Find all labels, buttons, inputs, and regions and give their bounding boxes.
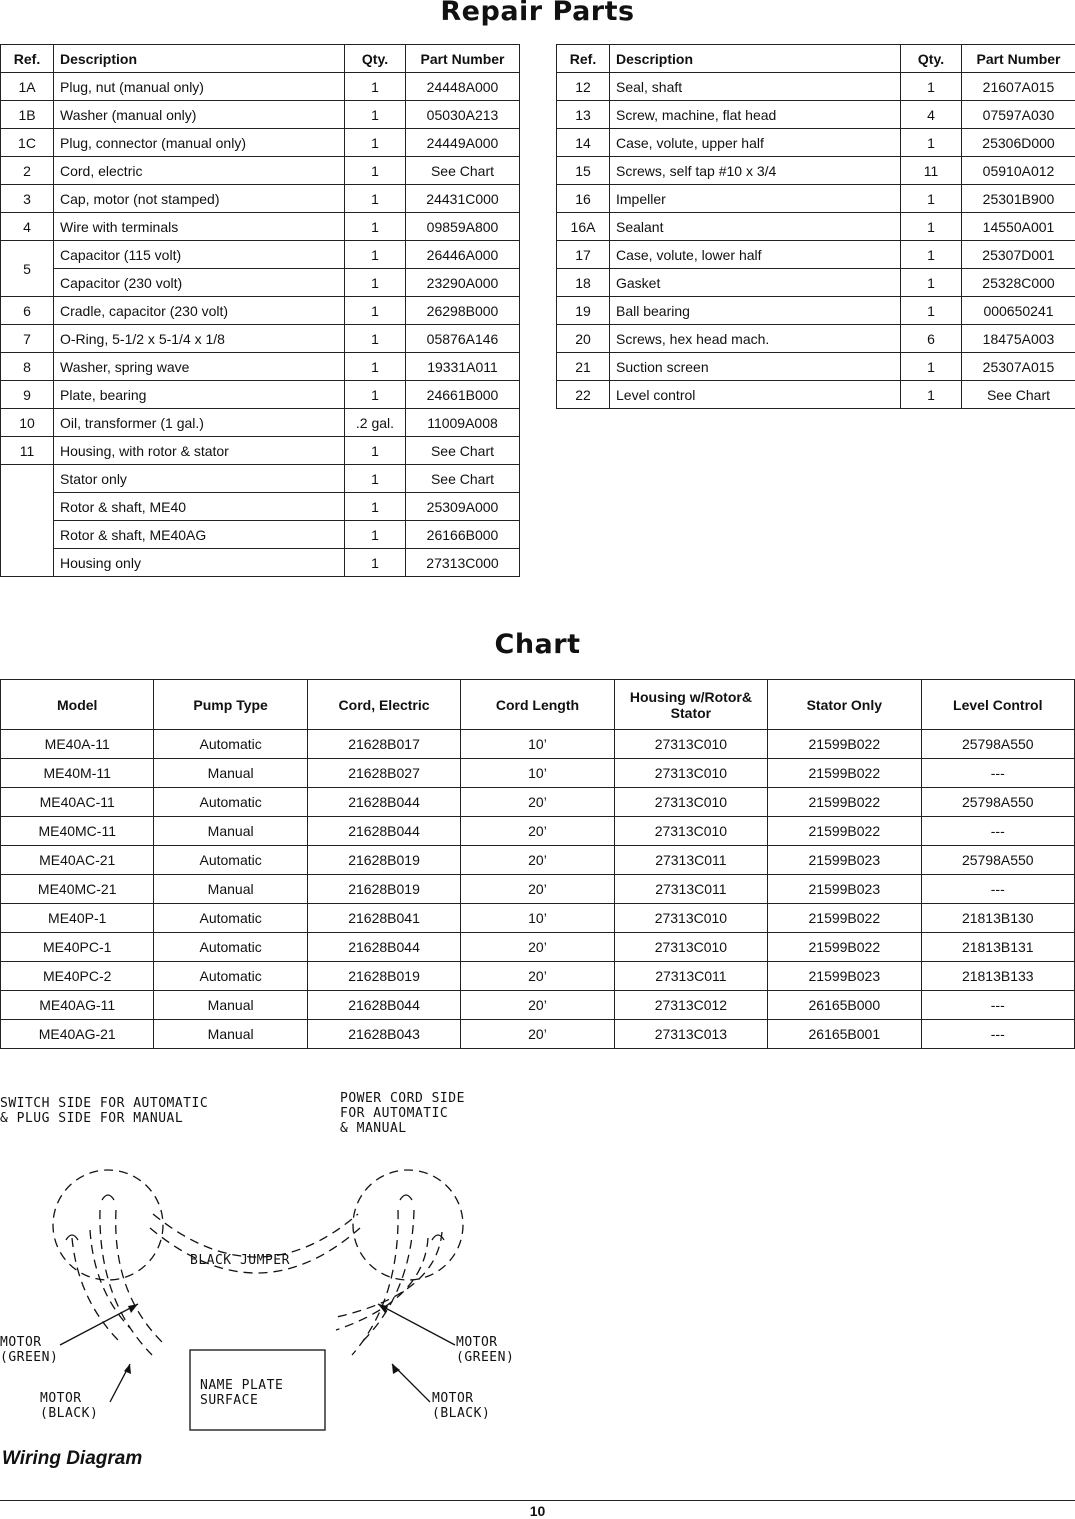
ref-cell: 11 [1,437,54,465]
footer-divider [0,1500,1075,1501]
part-number-cell: 05910A012 [962,157,1075,185]
qty-cell: 1 [345,73,406,101]
table-row [557,325,1075,353]
part-number-cell: 26166B000 [406,521,520,549]
part-number-cell: 18475A003 [962,325,1075,353]
switch-side-terminal-outline [53,1170,163,1280]
power-side-label: POWER CORD SIDE FOR AUTOMATIC & MANUAL [340,1091,465,1136]
description-header: Description [54,45,345,73]
qty-cell: 1 [345,129,406,157]
model-cell: ME40AG-11 [1,991,154,1020]
model-cell: ME40PC-2 [1,962,154,991]
pump-type-cell: Automatic [154,962,307,991]
qty-header: Qty. [901,45,962,73]
left-parts-table [0,44,520,577]
motor-black-left-label: MOTOR (BLACK) [40,1391,99,1421]
table-row [557,213,1075,241]
qty-cell: 1 [345,325,406,353]
qty-cell: 1 [345,241,406,269]
ref-cell: 16A [557,213,610,241]
description-cell: Rotor & shaft, ME40 [54,493,345,521]
ref-cell: 3 [1,185,54,213]
part-number-cell: See Chart [406,437,520,465]
stator-cell: 21599B023 [768,846,921,875]
pump-type-cell: Automatic [154,846,307,875]
pump-type-cell: Automatic [154,904,307,933]
part-number-cell: See Chart [406,157,520,185]
qty-cell: 1 [901,73,962,101]
ref-cell: 4 [1,213,54,241]
part-number-cell: 23290A000 [406,269,520,297]
table-row [1,817,1075,846]
housing-cell: 27313C010 [614,759,767,788]
table-row [1,493,520,521]
table-row [1,325,520,353]
part-number-cell: 05876A146 [406,325,520,353]
ref-header: Ref. [1,45,54,73]
description-cell: Case, volute, lower half [610,241,901,269]
black-jumper-label: BLACK JUMPER [190,1253,290,1268]
level-control-cell: --- [921,1020,1074,1049]
stator-cell: 21599B022 [768,730,921,759]
qty-cell: 1 [345,101,406,129]
description-cell: Impeller [610,185,901,213]
qty-cell: 1 [901,381,962,409]
stator-cell: 26165B001 [768,1020,921,1049]
qty-cell: 1 [901,213,962,241]
description-cell: Level control [610,381,901,409]
cord-length-cell: 10’ [461,759,614,788]
table-row [1,730,1075,759]
ref-cell: 12 [557,73,610,101]
model-cell: ME40A-11 [1,730,154,759]
ref-cell: 1B [1,101,54,129]
description-header: Description [610,45,901,73]
cord-length-cell: 20’ [461,817,614,846]
model-cell: ME40P-1 [1,904,154,933]
level-control-cell: --- [921,991,1074,1020]
left-motor-black-wire [100,1210,152,1355]
stator-cell: 21599B022 [768,788,921,817]
table-row [557,129,1075,157]
level-control-cell: 21813B131 [921,933,1074,962]
table-row [1,241,520,269]
part-number-cell: 11009A008 [406,409,520,437]
ref-cell: 6 [1,297,54,325]
part-number-cell: 000650241 [962,297,1075,325]
qty-cell: 1 [345,549,406,577]
qty-cell: 1 [345,465,406,493]
ref-cell: 16 [557,185,610,213]
cord-length-cell: 20’ [461,962,614,991]
part-number-cell: 05030A213 [406,101,520,129]
level-control-cell: 25798A550 [921,788,1074,817]
part-number-cell: 25328C000 [962,269,1075,297]
cord-electric-cell: 21628B043 [307,1020,460,1049]
level-control-cell: 25798A550 [921,846,1074,875]
ref-cell: 13 [557,101,610,129]
table-header-row [1,680,1075,730]
housing-cell: 27313C013 [614,1020,767,1049]
stator-cell: 21599B023 [768,875,921,904]
description-cell: Case, volute, upper half [610,129,901,157]
part-number-cell: 25307D001 [962,241,1075,269]
model-cell: ME40PC-1 [1,933,154,962]
part-number-cell: See Chart [406,465,520,493]
table-row [557,381,1075,409]
table-row [1,297,520,325]
model-cell: ME40AC-11 [1,788,154,817]
page-title: Repair Parts [440,0,635,27]
arrowhead [392,1364,400,1374]
part-number-cell: 19331A011 [406,353,520,381]
model-cell: ME40M-11 [1,759,154,788]
pump-type-cell: Automatic [154,788,307,817]
table-row [1,788,1075,817]
qty-cell: 1 [901,297,962,325]
ref-cell: 7 [1,325,54,353]
level-control-cell: --- [921,875,1074,904]
leader-line [60,1304,138,1345]
table-row [1,1020,1075,1049]
description-cell: Oil, transformer (1 gal.) [54,409,345,437]
table-header-row [557,45,1075,73]
ref-cell: 20 [557,325,610,353]
description-cell: Rotor & shaft, ME40AG [54,521,345,549]
cord-electric-cell: 21628B044 [307,817,460,846]
cord-length-cell: 20’ [461,1020,614,1049]
cord-length-cell: 20’ [461,846,614,875]
power-side-terminal-outline [353,1170,463,1280]
description-cell: Cradle, capacitor (230 volt) [54,297,345,325]
pump-type-cell: Manual [154,875,307,904]
cord-length-cell: 20’ [461,991,614,1020]
part-number-cell: 09859A800 [406,213,520,241]
description-cell: Capacitor (115 volt) [54,241,345,269]
part-number-cell: 25306D000 [962,129,1075,157]
housing-cell: 27313C010 [614,933,767,962]
table-row [1,129,520,157]
stator-cell: 21599B022 [768,817,921,846]
level-control-cell: --- [921,759,1074,788]
level-control-header: Level Control [921,680,1074,730]
table-row [557,157,1075,185]
description-cell: Cord, electric [54,157,345,185]
description-cell: Wire with terminals [54,213,345,241]
table-row [557,101,1075,129]
description-cell: Stator only [54,465,345,493]
table-row [1,521,520,549]
table-row [1,269,520,297]
cord-electric-cell: 21628B041 [307,904,460,933]
pump-type-cell: Manual [154,1020,307,1049]
part-number-cell: See Chart [962,381,1075,409]
pump-type-cell: Manual [154,991,307,1020]
stator-only-header: Stator Only [768,680,921,730]
housing-cell: 27313C010 [614,788,767,817]
ref-cell: 15 [557,157,610,185]
qty-cell: 1 [345,185,406,213]
table-row [1,185,520,213]
table-row [1,759,1075,788]
cord-electric-cell: 21628B044 [307,788,460,817]
cord-length-header: Cord Length [461,680,614,730]
model-chart-table [0,679,1075,1049]
ref-cell: 5 [1,241,54,297]
qty-cell: 1 [345,157,406,185]
description-cell: Cap, motor (not stamped) [54,185,345,213]
model-cell: ME40AC-21 [1,846,154,875]
qty-header: Qty. [345,45,406,73]
part-number-cell: 14550A001 [962,213,1075,241]
part-number-cell: 24449A000 [406,129,520,157]
ref-cell: 9 [1,381,54,409]
arrowhead [128,1304,138,1313]
model-cell: ME40MC-21 [1,875,154,904]
cord-electric-cell: 21628B019 [307,846,460,875]
ref-cell: 14 [557,129,610,157]
qty-cell: 1 [345,521,406,549]
qty-cell: 1 [345,269,406,297]
table-row [1,991,1075,1020]
description-cell: O-Ring, 5-1/2 x 5-1/4 x 1/8 [54,325,345,353]
table-row [1,846,1075,875]
stator-cell: 26165B000 [768,991,921,1020]
housing-cell: 27313C010 [614,904,767,933]
cord-length-cell: 20’ [461,933,614,962]
part-number-cell: 26298B000 [406,297,520,325]
ref-cell: 2 [1,157,54,185]
table-row [1,465,520,493]
qty-cell: 4 [901,101,962,129]
cord-electric-cell: 21628B027 [307,759,460,788]
motor-black-right-label: MOTOR (BLACK) [432,1391,491,1421]
ref-cell: 21 [557,353,610,381]
ref-cell: 18 [557,269,610,297]
table-row [557,185,1075,213]
description-cell: Seal, shaft [610,73,901,101]
qty-cell: 1 [345,437,406,465]
cord-electric-cell: 21628B044 [307,933,460,962]
cord-electric-header: Cord, Electric [307,680,460,730]
motor-green-right-label: MOTOR (GREEN) [456,1335,515,1365]
description-cell: Washer (manual only) [54,101,345,129]
table-row [1,353,520,381]
description-cell: Washer, spring wave [54,353,345,381]
part-number-cell: 25309A000 [406,493,520,521]
switch-side-label: SWITCH SIDE FOR AUTOMATIC & PLUG SIDE FOR MANUAL [0,1096,209,1126]
description-cell: Suction screen [610,353,901,381]
description-cell: Plug, nut (manual only) [54,73,345,101]
pump-type-cell: Automatic [154,933,307,962]
table-row [1,875,1075,904]
level-control-cell: --- [921,817,1074,846]
part-number-cell: 25307A015 [962,353,1075,381]
name-plate-label: NAME PLATE SURFACE [200,1378,284,1408]
motor-green-left-label: MOTOR (GREEN) [0,1335,59,1365]
table-row [1,73,520,101]
model-cell: ME40MC-11 [1,817,154,846]
description-cell: Sealant [610,213,901,241]
model-header: Model [1,680,154,730]
cord-electric-cell: 21628B019 [307,875,460,904]
part-number-header: Part Number [962,45,1075,73]
table-row [1,213,520,241]
part-number-cell: 24448A000 [406,73,520,101]
table-row [557,73,1075,101]
wiring-diagram-caption: Wiring Diagram [2,1448,143,1469]
qty-cell: 6 [901,325,962,353]
cord-electric-cell: 21628B017 [307,730,460,759]
qty-cell: 1 [345,213,406,241]
part-number-cell: 27313C000 [406,549,520,577]
part-number-cell: 26446A000 [406,241,520,269]
cord-electric-cell: 21628B019 [307,962,460,991]
stator-cell: 21599B023 [768,962,921,991]
table-row [1,962,1075,991]
description-cell: Screw, machine, flat head [610,101,901,129]
qty-cell: 1 [901,129,962,157]
qty-cell: 1 [345,353,406,381]
table-row [1,933,1075,962]
cord-electric-cell: 21628B044 [307,991,460,1020]
ref-cell [1,465,54,577]
ref-cell: 19 [557,297,610,325]
table-row [557,353,1075,381]
leader-line [378,1304,455,1345]
ref-cell: 1A [1,73,54,101]
part-number-cell: 21607A015 [962,73,1075,101]
qty-cell: 1 [901,185,962,213]
cord-length-cell: 10’ [461,904,614,933]
qty-cell: 1 [901,241,962,269]
table-row [1,101,520,129]
housing-cell: 27313C011 [614,846,767,875]
level-control-cell: 25798A550 [921,730,1074,759]
housing-cell: 27313C012 [614,991,767,1020]
table-row [557,269,1075,297]
model-cell: ME40AG-21 [1,1020,154,1049]
qty-cell: 1 [345,381,406,409]
pump-type-cell: Manual [154,759,307,788]
chart-title: Chart [494,629,581,660]
description-cell: Plug, connector (manual only) [54,129,345,157]
table-row [1,549,520,577]
description-cell: Capacitor (230 volt) [54,269,345,297]
description-cell: Screws, self tap #10 x 3/4 [610,157,901,185]
ref-cell: 1C [1,129,54,157]
part-number-cell: 07597A030 [962,101,1075,129]
page-number: 10 [529,1503,546,1519]
part-number-cell: 24431C000 [406,185,520,213]
ref-cell: 10 [1,409,54,437]
table-row [1,437,520,465]
description-cell: Housing only [54,549,345,577]
qty-cell: 11 [901,157,962,185]
table-row [557,241,1075,269]
qty-cell: 1 [345,493,406,521]
housing-cell: 27313C010 [614,817,767,846]
description-cell: Gasket [610,269,901,297]
right-motor-black-wire [352,1210,398,1355]
cord-length-cell: 20’ [461,875,614,904]
ref-cell: 8 [1,353,54,381]
part-number-cell: 24661B000 [406,381,520,409]
housing-cell: 27313C010 [614,730,767,759]
part-number-header: Part Number [406,45,520,73]
cord-length-cell: 10’ [461,730,614,759]
table-row [557,297,1075,325]
cord-length-cell: 20’ [461,788,614,817]
description-cell: Plate, bearing [54,381,345,409]
table-row [1,409,520,437]
stator-cell: 21599B022 [768,933,921,962]
qty-cell: 1 [345,297,406,325]
part-number-cell: 25301B900 [962,185,1075,213]
right-parts-table [556,44,1075,409]
qty-cell: 1 [901,353,962,381]
stator-cell: 21599B022 [768,904,921,933]
pump-type-cell: Manual [154,817,307,846]
description-cell: Ball bearing [610,297,901,325]
housing-cell: 27313C011 [614,962,767,991]
qty-cell: 1 [901,269,962,297]
description-cell: Screws, hex head mach. [610,325,901,353]
ref-cell: 22 [557,381,610,409]
level-control-cell: 21813B130 [921,904,1074,933]
qty-cell: .2 gal. [345,409,406,437]
housing-cell: 27313C011 [614,875,767,904]
table-header-row [1,45,520,73]
table-row [1,381,520,409]
description-cell: Housing, with rotor & stator [54,437,345,465]
housing-header: Housing w/Rotor& Stator [614,680,767,730]
ref-header: Ref. [557,45,610,73]
table-row [1,157,520,185]
level-control-cell: 21813B133 [921,962,1074,991]
pump-type-header: Pump Type [154,680,307,730]
table-row [1,904,1075,933]
pump-type-cell: Automatic [154,730,307,759]
ref-cell: 17 [557,241,610,269]
stator-cell: 21599B022 [768,759,921,788]
